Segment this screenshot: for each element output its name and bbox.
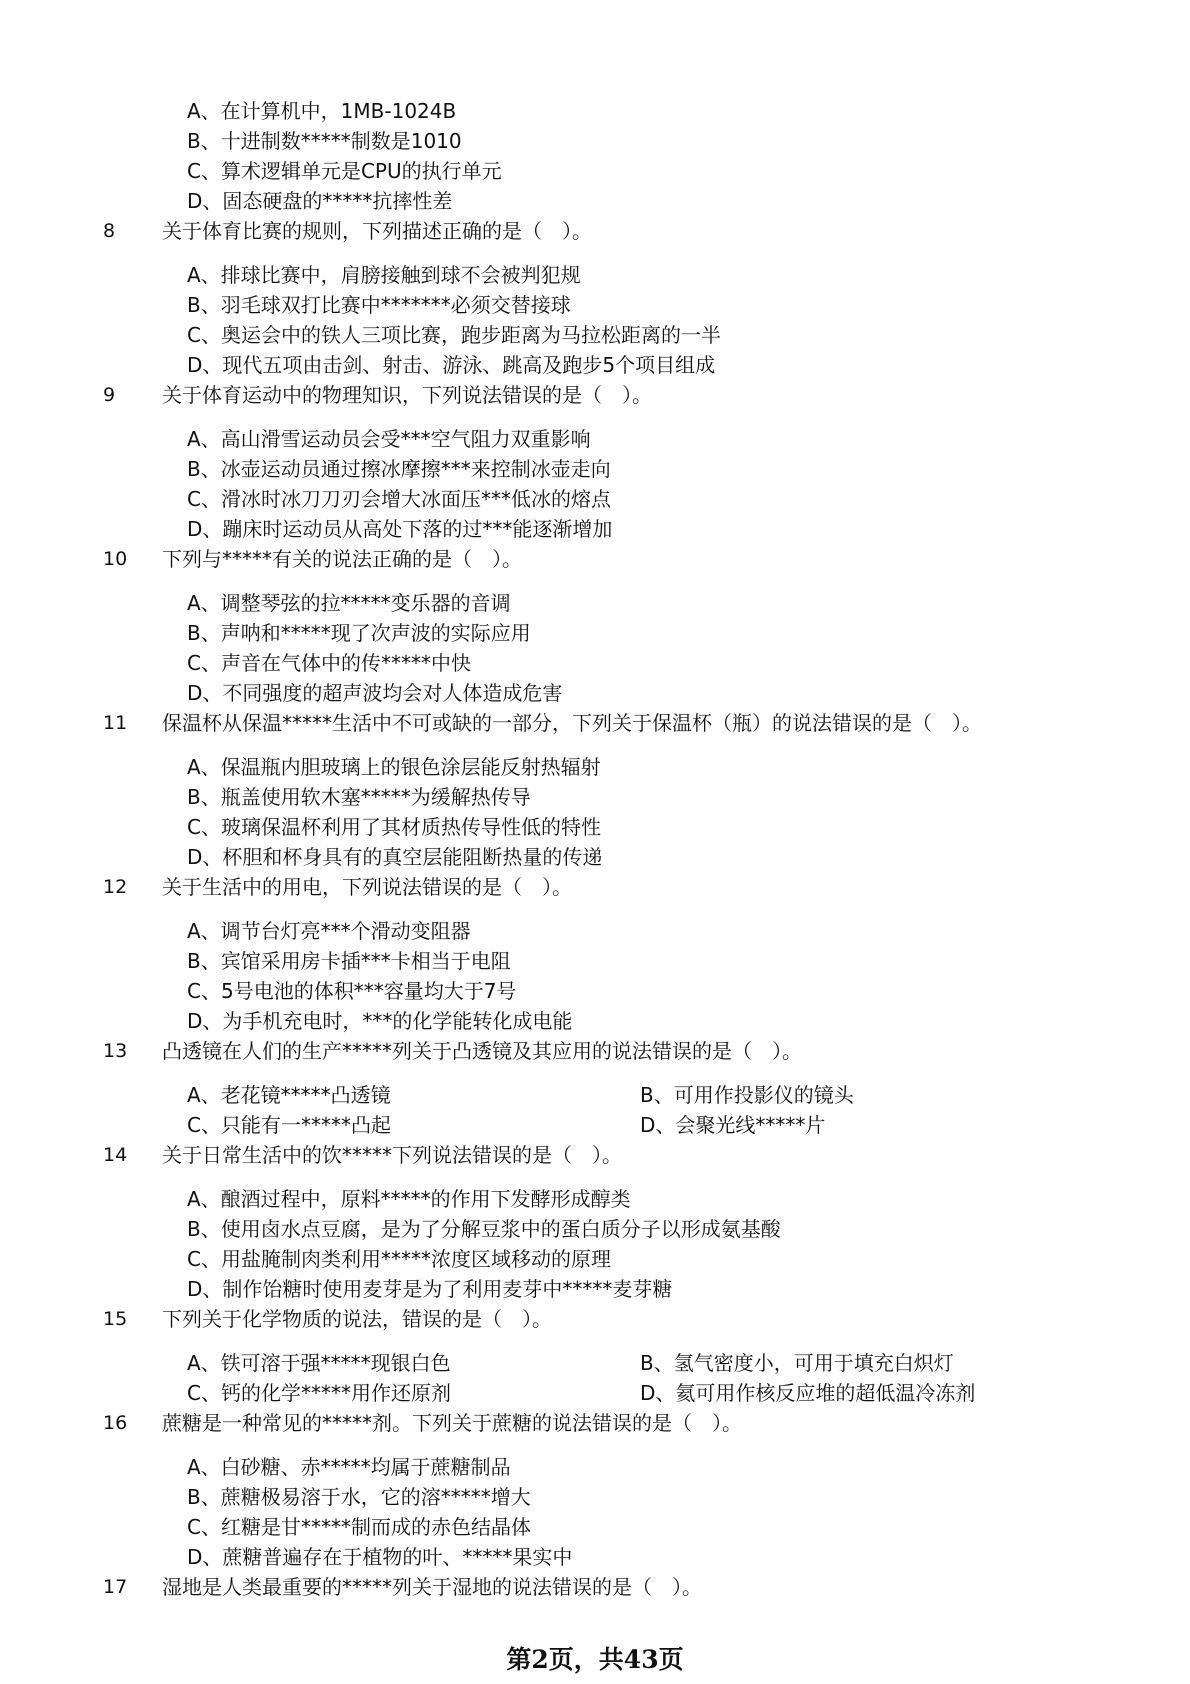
option-item: D、蹦床时运动员从高处下落的过***能逐渐增加 — [187, 517, 613, 541]
option-item: C、5号电池的体积***容量均大于7号 — [187, 979, 517, 1003]
option-item: B、蔗糖极易溶于水，它的溶*****增大 — [187, 1485, 531, 1509]
option-item: D、制作饴糖时使用麦芽是为了利用麦芽中*****麦芽糖 — [187, 1277, 673, 1301]
question-text: 保温杯从保温*****生活中不可或缺的一部分，下列关于保温杯（瓶）的说法错误的是（ ）。 — [162, 711, 982, 735]
question-number: 10 — [103, 548, 128, 570]
question-stem — [0, 1572, 1190, 1602]
question-block — [0, 1036, 1190, 1140]
option-item: C、钙的化学*****用作还原剂 — [187, 1381, 451, 1405]
option-item: D、现代五项由击剑、射击、游泳、跳高及跑步5个项目组成 — [187, 353, 716, 377]
question-sheet — [0, 96, 1190, 1602]
question-block — [0, 216, 1190, 380]
question-text: 关于体育运动中的物理知识，下列说法错误的是（ ）。 — [162, 383, 652, 407]
option-item: A、白砂糖、赤*****均属于蔗糖制品 — [187, 1455, 511, 1479]
question-text: 关于生活中的用电，下列说法错误的是（ ）。 — [162, 875, 572, 899]
question-stem — [0, 1304, 1190, 1334]
option-item: A、铁可溶于强*****现银白色 — [187, 1351, 451, 1375]
option-item: D、不同强度的超声波均会对人体造成危害 — [187, 681, 563, 705]
option-item: A、高山滑雪运动员会受***空气阻力双重影响 — [187, 427, 591, 451]
question-text: 下列与*****有关的说法正确的是（ ）。 — [162, 547, 522, 571]
option-item: B、宾馆采用房卡插***卡相当于电阻 — [187, 949, 511, 973]
option-item: C、算术逻辑单元是CPU的执行单元 — [187, 159, 502, 183]
question-stem — [0, 1408, 1190, 1438]
option-item: C、玻璃保温杯利用了其材质热传导性低的特性 — [187, 815, 601, 839]
option-row — [0, 1080, 1190, 1110]
question-number: 12 — [103, 876, 128, 898]
option-item: C、滑冰时冰刀刀刃会增大冰面压***低冰的熔点 — [187, 487, 611, 511]
option-item: B、氢气密度小，可用于填充白炽灯 — [640, 1351, 954, 1375]
question-text: 湿地是人类最重要的*****列关于湿地的说法错误的是（ ）。 — [162, 1575, 702, 1599]
option-item: A、老花镜*****凸透镜 — [187, 1083, 391, 1107]
question-stem — [0, 216, 1190, 246]
question-stem — [0, 1036, 1190, 1066]
intro-options — [0, 96, 1190, 216]
question-number: 15 — [103, 1308, 128, 1330]
option-item: B、羽毛球双打比赛中*******必须交替接球 — [187, 293, 571, 317]
option-item: A、排球比赛中，肩膀接触到球不会被判犯规 — [187, 263, 581, 287]
question-block — [0, 380, 1190, 544]
question-stem — [0, 380, 1190, 410]
option-item: A、调整琴弦的拉*****变乐器的音调 — [187, 591, 511, 615]
question-list — [0, 216, 1190, 1602]
option-item: B、瓶盖使用软木塞*****为缓解热传导 — [187, 785, 531, 809]
question-block — [0, 872, 1190, 1036]
option-item: D、蔗糖普遍存在于植物的叶、*****果实中 — [187, 1545, 573, 1569]
question-number: 8 — [103, 220, 116, 242]
option-row — [0, 1378, 1190, 1408]
question-number: 9 — [103, 384, 116, 406]
option-item: D、氦可用作核反应堆的超低温冷冻剂 — [640, 1381, 976, 1405]
option-item: A、保温瓶内胆玻璃上的银色涂层能反射热辐射 — [187, 755, 601, 779]
question-number: 17 — [103, 1576, 128, 1598]
option-item: B、可用作投影仪的镜头 — [640, 1083, 854, 1107]
question-stem — [0, 872, 1190, 902]
question-block — [0, 1572, 1190, 1602]
option-item: A、酿酒过程中，原料*****的作用下发酵形成醇类 — [187, 1187, 631, 1211]
question-text: 凸透镜在人们的生产*****列关于凸透镜及其应用的说法错误的是（ ）。 — [162, 1039, 802, 1063]
option-item: C、声音在气体中的传*****中快 — [187, 651, 471, 675]
option-item: B、声呐和*****现了次声波的实际应用 — [187, 621, 531, 645]
question-block — [0, 1408, 1190, 1572]
option-row — [0, 1110, 1190, 1140]
question-number: 16 — [103, 1412, 128, 1434]
question-block — [0, 708, 1190, 872]
option-item: B、冰壶运动员通过擦冰摩擦***来控制冰壶走向 — [187, 457, 611, 481]
option-item: D、杯胆和杯身具有的真空层能阻断热量的传递 — [187, 845, 603, 869]
option-item: D、会聚光线*****片 — [640, 1113, 826, 1137]
option-item: C、用盐腌制肉类利用*****浓度区域移动的原理 — [187, 1247, 611, 1271]
question-number: 11 — [103, 712, 128, 734]
option-item: A、在计算机中，1MB-1024B — [187, 99, 457, 123]
question-block — [0, 1140, 1190, 1304]
option-item: B、十进制数*****制数是1010 — [187, 129, 462, 153]
option-row — [0, 1348, 1190, 1378]
question-text: 蔗糖是一种常见的*****剂。下列关于蔗糖的说法错误的是（ ）。 — [162, 1411, 742, 1435]
option-item: D、固态硬盘的*****抗摔性差 — [187, 189, 453, 213]
question-stem — [0, 708, 1190, 738]
question-stem — [0, 1140, 1190, 1170]
question-text: 关于日常生活中的饮*****下列说法错误的是（ ）。 — [162, 1143, 622, 1167]
question-block — [0, 1304, 1190, 1408]
option-item: A、调节台灯亮***个滑动变阻器 — [187, 919, 471, 943]
page-footer: 第2页，共43页 — [506, 1645, 684, 1674]
option-item: B、使用卤水点豆腐，是为了分解豆浆中的蛋白质分子以形成氨基酸 — [187, 1217, 781, 1241]
question-stem — [0, 544, 1190, 574]
option-item: C、红糖是甘*****制而成的赤色结晶体 — [187, 1515, 531, 1539]
question-text: 关于体育比赛的规则，下列描述正确的是（ ）。 — [162, 219, 592, 243]
question-number: 13 — [103, 1040, 128, 1062]
question-text: 下列关于化学物质的说法，错误的是（ ）。 — [162, 1307, 552, 1331]
question-block — [0, 544, 1190, 708]
question-number: 14 — [103, 1144, 128, 1166]
option-item: C、只能有一*****凸起 — [187, 1113, 391, 1137]
option-item: C、奥运会中的铁人三项比赛，跑步距离为马拉松距离的一半 — [187, 323, 721, 347]
option-item: D、为手机充电时，***的化学能转化成电能 — [187, 1009, 573, 1033]
